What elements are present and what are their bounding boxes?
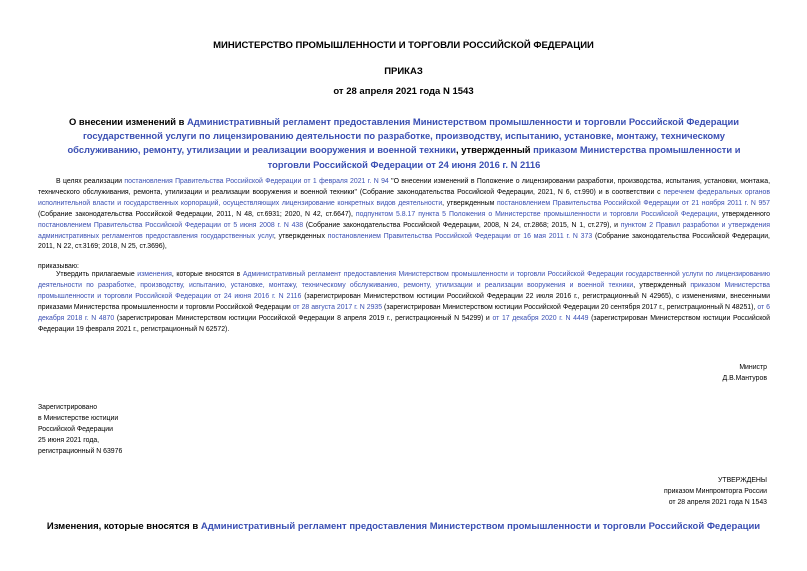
- preamble-text-6: (Собрание законодательства Российской Федерации, 2008, N 24, ст.2868; 2015, N 1, ст.279), и: [303, 221, 621, 229]
- link-order-2935[interactable]: от 28 августа 2017 г. N 2935: [292, 303, 383, 311]
- signature-block: [723, 363, 767, 385]
- ministry-heading: МИНИСТЕРСТВО ПРОМЫШЛЕННОСТИ И ТОРГОВЛИ РОССИЙСКОЙ ФЕДЕРАЦИИ: [213, 40, 594, 51]
- approve-text-4: (зарегистрирован Министерством юстиции Российской Федерации 22 июля 2016 г., регистрационный N 42965), с изменениями, внесенными приказами Министерства промышленности и торговли Российской Федерации: [38, 292, 770, 311]
- preamble-text-8: (Собрание законодательства Российской Федерации, 2011, N 22, ст.3169; 2018, N 25, ст.3696),: [38, 232, 770, 251]
- approve-text-2: , которые вносятся в: [171, 271, 243, 278]
- link-order-4449[interactable]: от 17 декабря 2020 г. N 4449: [492, 314, 589, 322]
- approval-line: УТВЕРЖДЕНЫ: [718, 477, 767, 484]
- preamble-text-1: В целях реализации: [56, 178, 125, 185]
- registration-block: [38, 403, 122, 458]
- link-decree-94[interactable]: постановления Правительства Российской Федерации от 1 февраля 2021 г. N 94: [124, 178, 389, 185]
- minister-name: Д.В.Мантуров: [722, 374, 767, 382]
- changes-title: [0, 521, 807, 532]
- registration-line: регистрационный N 63976: [38, 447, 123, 455]
- link-order-2116[interactable]: приказом Министерства промышленности и торговли Российской Федерации от 24 июня 2016 г. N 2116: [38, 281, 770, 300]
- approve-text-7: (зарегистрирован Министерством юстиции Российской Федерации 19 февраля 2021 г., регистрационный N 62572).: [38, 314, 770, 333]
- registration-line: Зарегистрировано: [38, 404, 98, 411]
- link-changes[interactable]: изменения: [137, 271, 172, 278]
- changes-title-text: Изменения, которые вносятся в: [46, 521, 201, 532]
- preamble-text-5: , утвержденного: [717, 210, 770, 218]
- approval-line: приказом Минпромторга России: [664, 487, 767, 495]
- preamble-paragraph: [38, 177, 770, 253]
- document-date-number: от 28 апреля 2021 года N 1543: [333, 86, 474, 97]
- preamble-text-3: , утвержденным: [442, 199, 497, 207]
- document-type-heading: ПРИКАЗ: [384, 66, 423, 77]
- registration-line: в Министерстве юстиции: [38, 414, 119, 422]
- approve-text-5: (зарегистрирован Министерством юстиции Российской Федерации 20 сентября 2017 г., регистрационный N 48251),: [382, 303, 758, 311]
- approve-text-3: , утвержденный: [633, 281, 691, 289]
- orders-label: приказываю:: [38, 263, 79, 270]
- link-rules-clause-2[interactable]: пунктом 2 Правил разработки и утверждения административных регламентов предоставления государственных услуг: [38, 221, 770, 240]
- approve-text-6: (зарегистрирован Министерством юстиции Российской Федерации 8 апреля 2019 г., регистрационный N 54299) и: [114, 314, 493, 322]
- approve-text-1: Утвердить прилагаемые: [56, 271, 138, 278]
- approval-line: от 28 апреля 2021 года N 1543: [668, 498, 767, 506]
- preamble-text-4: (Собрание законодательства Российской Федерации, 2011, N 48, ст.6931; 2020, N 42, ст.6647),: [38, 210, 356, 218]
- link-order-4870[interactable]: от 6 декабря 2018 г. N 4870: [38, 303, 770, 322]
- link-subclause-5-8-17[interactable]: подпунктом 5.8.17 пункта 5 Положения о Министерстве промышленности и торговли Российской Федерации: [355, 210, 718, 218]
- order-subject: [58, 115, 750, 172]
- link-licensing-list[interactable]: перечнем федеральных органов исполнительной власти и государственных корпораций, осуществляющих лицензирование конкретных видов деятельности: [38, 188, 770, 207]
- preamble-text-7: , утвержденных: [273, 232, 328, 240]
- minister-position: Министр: [739, 364, 767, 371]
- registration-line: 25 июня 2021 года,: [38, 436, 100, 444]
- registration-line: Российской Федерации: [38, 425, 113, 433]
- subject-order-link[interactable]: приказом Министерства промышленности и торговли Российской Федерации от 24 июня 2016 г. N 2116: [267, 144, 741, 170]
- changes-title-link[interactable]: Административный регламент предоставления Министерством промышленности и торговли Российской Федерации: [200, 521, 761, 532]
- approve-paragraph: [38, 270, 770, 335]
- link-decree-438[interactable]: постановлением Правительства Российской Федерации от 5 июня 2008 г. N 438: [38, 221, 304, 229]
- subject-regulation-link[interactable]: Административный регламент предоставления Министерством промышленности и торговли Российской Федерации государственной услуги по лицензированию деятельности по разработке, производству, испытанию, установке, монтажу, техническому обслуживанию, ремонту, утилизации и реализации вооружения и военной техники: [67, 116, 739, 156]
- preamble-text-2: "О внесении изменений в Положение о лицензировании разработки, производства, испытания, установки, монтажа, технического обслуживания, ремонта, утилизации и реализации вооружения и военной техники" (Собрание законодательства Российской Федерации, 2021, N 6, ст.990) и в соответствии с: [38, 178, 770, 196]
- subject-text-2: , утвержденный: [456, 144, 534, 156]
- link-decree-373[interactable]: постановлением Правительства Российской Федерации от 16 мая 2011 г. N 373: [327, 232, 593, 240]
- link-admin-regulation[interactable]: Административный регламент предоставления Министерством промышленности и торговли Российской Федерации государственной услуги по лицензированию деятельности по разработке, производству, испытанию, установке, монтажу, техническому обслуживанию, ремонту, утилизации и реализации вооружения и военной техники: [38, 271, 771, 289]
- approval-block: [664, 476, 767, 509]
- link-decree-957[interactable]: постановлением Правительства Российской Федерации от 21 ноября 2011 г. N 957: [496, 199, 770, 207]
- subject-text-1: О внесении изменений в: [69, 116, 188, 127]
